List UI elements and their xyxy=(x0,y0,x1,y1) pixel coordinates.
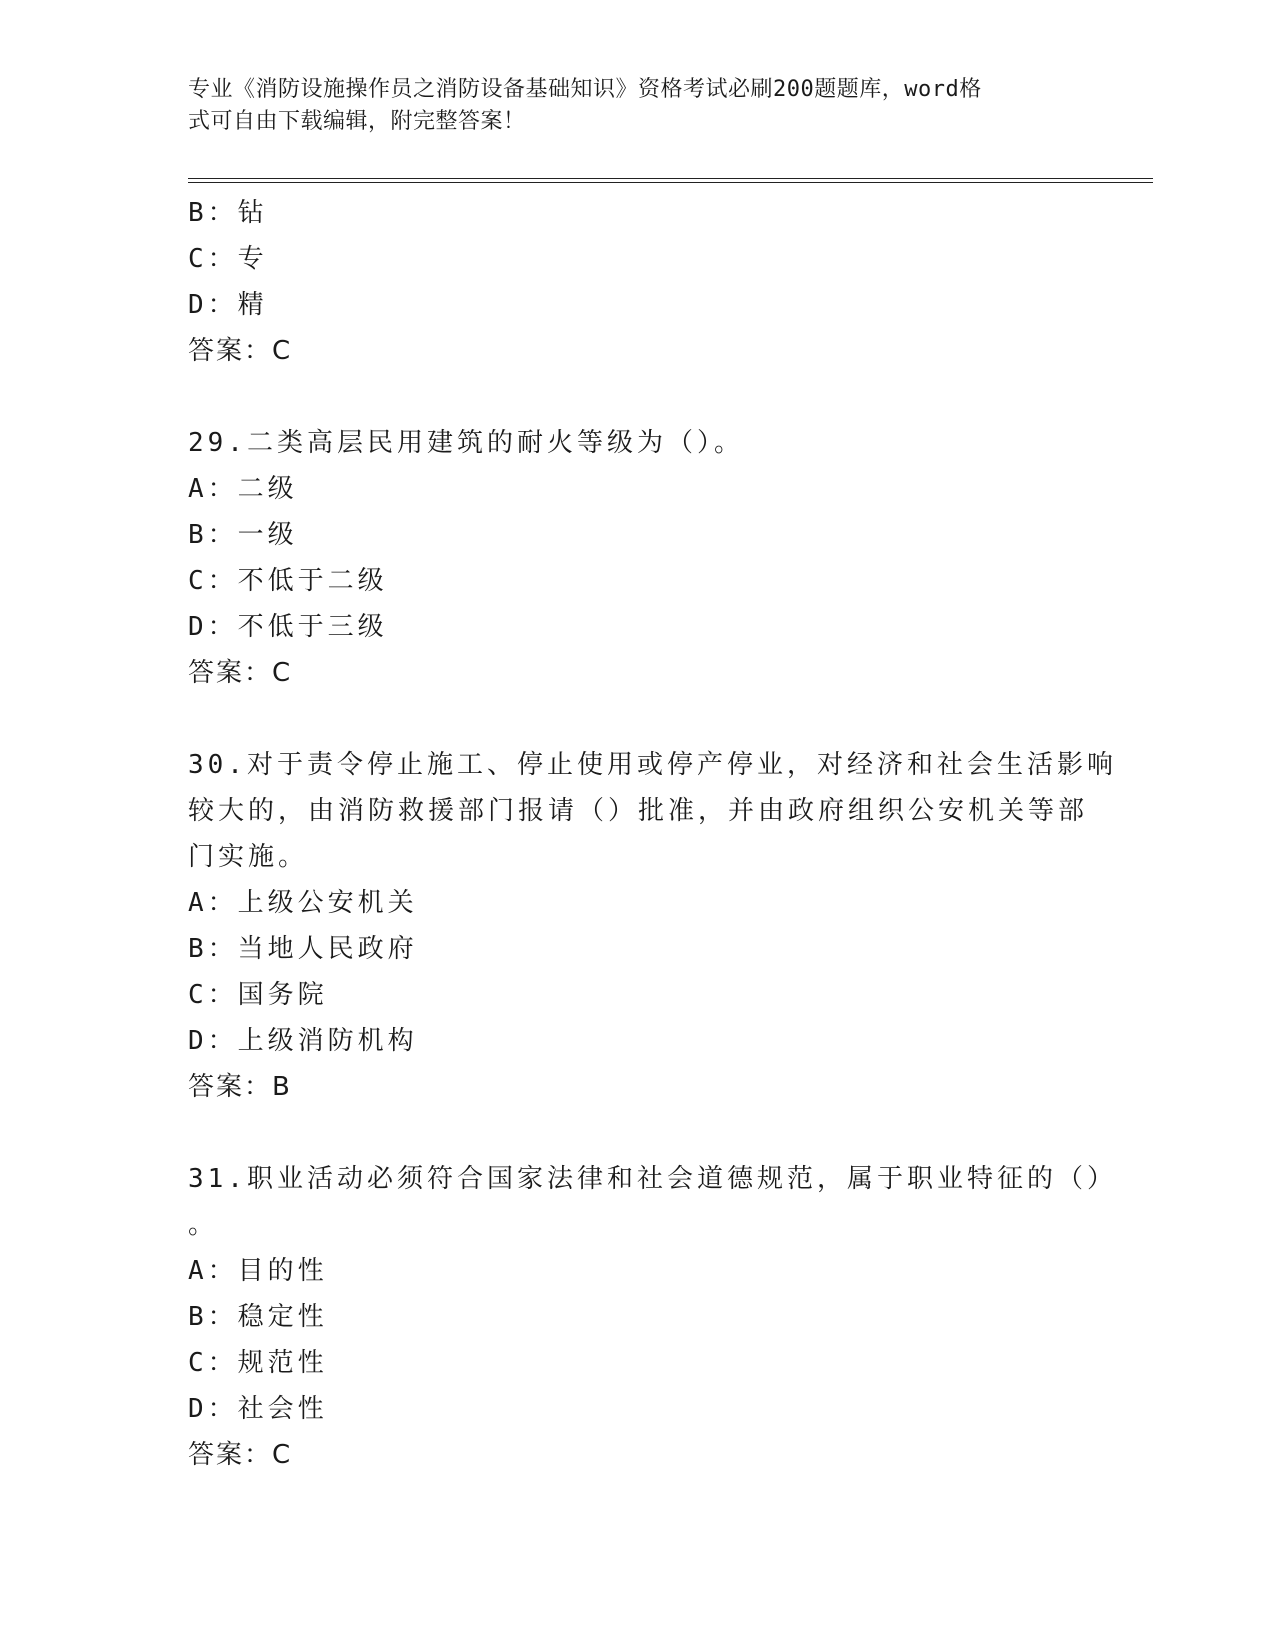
option-a: A：目的性 xyxy=(188,1256,328,1286)
answer-line: 答案：C xyxy=(188,1440,293,1470)
question-stem: 31.职业活动必须符合国家法律和社会道德规范，属于职业特征的（） xyxy=(188,1164,1117,1194)
answer-line: 答案：C xyxy=(188,336,293,366)
header-line-1: 专业《消防设施操作员之消防设备基础知识》资格考试必刷200题题库，word格 xyxy=(188,77,982,102)
option-b: B：当地人民政府 xyxy=(188,934,418,964)
document-header xyxy=(188,74,1068,138)
option-a: A：二级 xyxy=(188,474,298,504)
option-c: C：不低于二级 xyxy=(188,566,388,596)
question-29 xyxy=(188,420,1088,696)
answer-line: 答案：C xyxy=(188,658,293,688)
question-content xyxy=(188,190,1117,1478)
option-c: C：专 xyxy=(188,244,268,274)
partial-question xyxy=(188,190,1088,374)
option-c: C：规范性 xyxy=(188,1348,328,1378)
spacer xyxy=(188,1110,1088,1156)
option-b: B：一级 xyxy=(188,520,298,550)
header-line-2: 式可自由下载编辑，附完整答案！ xyxy=(188,109,526,134)
option-d: D：不低于三级 xyxy=(188,612,388,642)
question-31 xyxy=(188,1156,1117,1478)
option-d: D：上级消防机构 xyxy=(188,1026,418,1056)
question-stem: 30.对于责令停止施工、停止使用或停产停业，对经济和社会生活影响 xyxy=(188,750,1117,780)
answer-line: 答案：B xyxy=(188,1072,292,1102)
spacer xyxy=(188,696,1088,742)
question-stem: 门实施。 xyxy=(188,842,309,872)
question-stem: 。 xyxy=(188,1210,219,1240)
spacer xyxy=(188,374,1088,420)
question-stem: 29.二类高层民用建筑的耐火等级为（）。 xyxy=(188,428,744,458)
option-d: D：社会性 xyxy=(188,1394,328,1424)
question-30 xyxy=(188,742,1117,1110)
header-divider xyxy=(188,178,1153,183)
option-b: B：稳定性 xyxy=(188,1302,328,1332)
option-a: A：上级公安机关 xyxy=(188,888,418,918)
option-c: C：国务院 xyxy=(188,980,328,1010)
option-b: B：钻 xyxy=(188,198,268,228)
question-stem: 较大的，由消防救援部门报请（）批准，并由政府组织公安机关等部 xyxy=(188,796,1089,826)
option-d: D：精 xyxy=(188,290,268,320)
